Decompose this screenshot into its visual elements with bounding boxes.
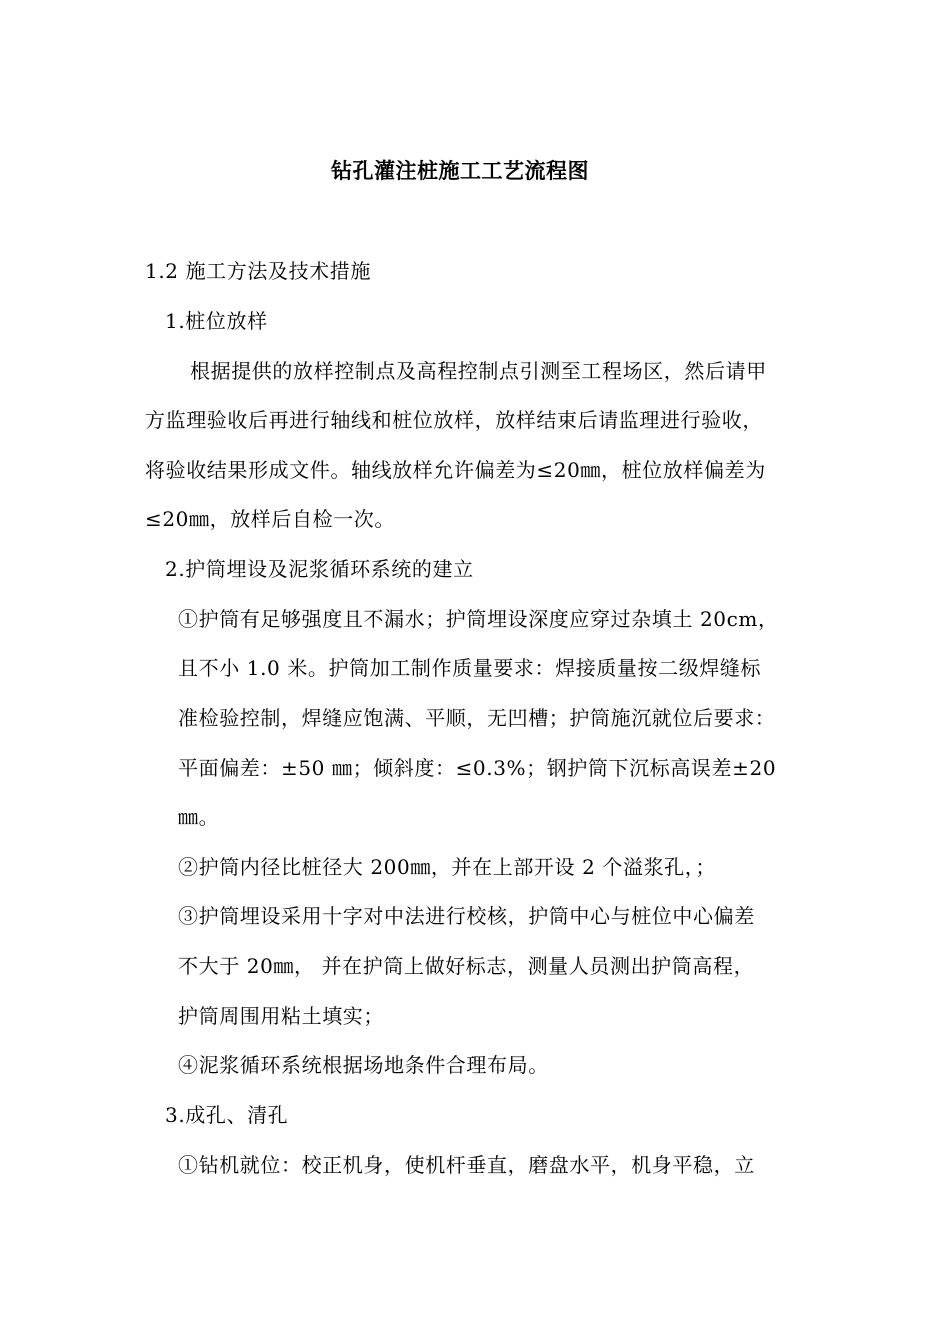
list-item-line: 不大于 20㎜， 并在护筒上做好标志，测量人员测出护筒高程，	[178, 954, 755, 978]
paragraph-line: ≤20㎜，放样后自检一次。	[145, 507, 396, 531]
list-item-line: 准检验控制，焊缝应饱满、平顺，无凹槽；护筒施沉就位后要求：	[178, 706, 776, 730]
list-item-line: 且不小 1.0 米。护筒加工制作质量要求：焊接质量按二级焊缝标	[178, 656, 762, 680]
list-item-line: 护筒周围用粘土填实；	[178, 1004, 384, 1028]
list-item-line: ④泥浆循环系统根据场地条件合理布局。	[178, 1053, 549, 1077]
subsection-heading-1: 1.桩位放样	[165, 309, 268, 333]
document-title: 钻孔灌注桩施工工艺流程图	[331, 158, 589, 183]
list-item-line: ③护筒埋设采用十字对中法进行校核，护筒中心与桩位中心偏差	[178, 904, 755, 928]
subsection-heading-3: 3.成孔、清孔	[165, 1103, 289, 1127]
paragraph-line: 根据提供的放样控制点及高程控制点引测至工程场区，然后请甲	[190, 359, 767, 383]
section-heading: 1.2 施工方法及技术措施	[145, 259, 371, 283]
list-item-line: ㎜。	[178, 805, 220, 829]
list-item-line: 平面偏差：±50 ㎜；倾斜度：≤0.3%；钢护筒下沉标高误差±20	[178, 756, 777, 780]
list-item-line: ①钻机就位：校正机身，使机杆垂直，磨盘水平，机身平稳，立	[178, 1153, 755, 1177]
paragraph-line: 将验收结果形成文件。轴线放样允许偏差为≤20㎜，桩位放样偏差为	[145, 458, 766, 482]
subsection-heading-2: 2.护筒埋设及泥浆循环系统的建立	[165, 557, 474, 581]
list-item-line: ②护筒内径比桩径大 200㎜，并在上部开设 2 个溢浆孔，；	[178, 855, 716, 879]
paragraph-line: 方监理验收后再进行轴线和桩位放样，放样结束后请监理进行验收，	[145, 408, 763, 432]
list-item-line: ①护筒有足够强度且不漏水；护筒埋设深度应穿过杂填土 20cm，	[178, 607, 779, 631]
